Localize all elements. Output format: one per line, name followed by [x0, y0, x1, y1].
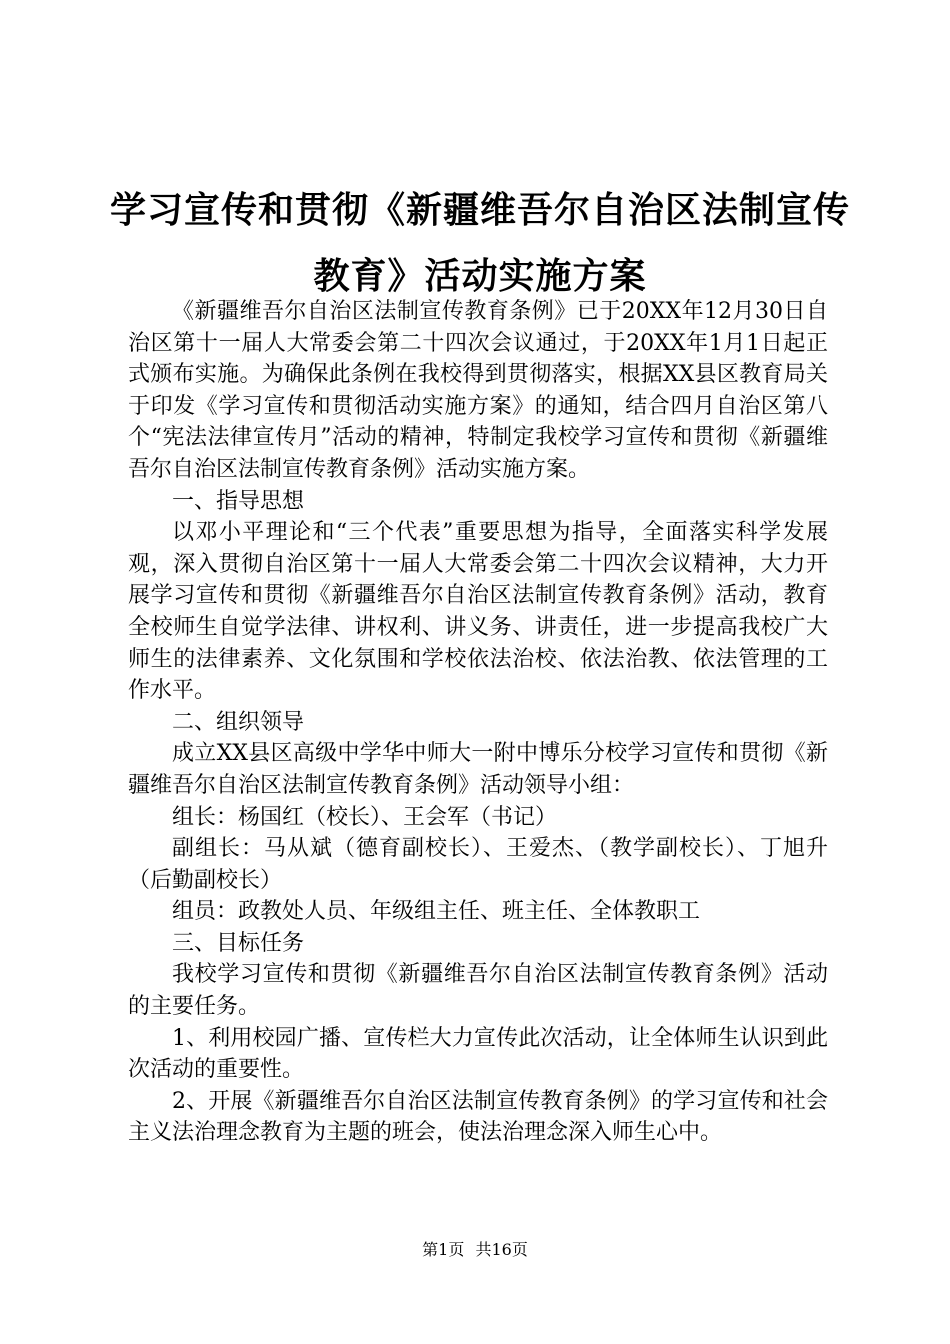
task-item-1: 1、利用校园广播、宣传栏大力宣传此次活动，让全体师生认识到此次活动的重要性。: [128, 1025, 828, 1083]
deputy-leader-line: 副组长：马从斌（德育副校长）、王爱杰、（教学副校长）、丁旭升（后勤副校长）: [128, 836, 828, 893]
team-leader-line: 组长：杨国红（校长）、王会军（书记）: [172, 804, 558, 830]
section-heading-goals: 三、目标任务: [172, 930, 305, 956]
page-footer: [0, 1240, 950, 1260]
organization-paragraph: 成立XX县区高级中学华中师大一附中博乐分校学习宣传和贯彻《新疆维吾尔自治区法制宣传教育条例》活动领导小组：: [128, 741, 828, 798]
title-line-1: 学习宣传和贯彻《新疆维吾尔自治区法制宣传: [110, 190, 851, 231]
document-body: [128, 296, 828, 1149]
guiding-thought-paragraph: 以邓小平理论和“三个代表”重要思想为指导，全面落实科学发展观，深入贯彻自治区第十一届人大常委会第二十四次会议精神，大力开展学习宣传和贯彻《新疆维吾尔自治区法制宣传教育条例》活动，教育全校师生自觉学法律、讲权利、讲义务、讲责任，进一步提高我校广大师生的法律素养、文化氛围和学校依法治校、依法治教、依法管理的工作水平。: [128, 520, 828, 704]
section-heading-guiding-thought: 一、指导思想: [172, 488, 305, 514]
intro-paragraph: 《新疆维吾尔自治区法制宣传教育条例》已于20XX年12月30日自治区第十一届人大常委会第二十四次会议通过，于20XX年1月1日起正式颁布实施。为确保此条例在我校得到贯彻落实，根据XX县区教育局关于印发《学习宣传和贯彻活动实施方案》的通知，结合四月自治区第八个“宪法法律宣传月”活动的精神，特制定我校学习宣传和贯彻《新疆维吾尔自治区法制宣传教育条例》活动实施方案。: [128, 299, 828, 482]
page-total: 共16页: [475, 1240, 528, 1259]
title-line-2: 教育》活动实施方案: [313, 256, 647, 297]
page-number: 第1页: [422, 1240, 465, 1259]
team-members-line: 组员：政教处人员、年级组主任、班主任、全体教职工: [172, 899, 701, 925]
section-heading-organization: 二、组织领导: [172, 709, 305, 735]
document-title: [110, 178, 850, 310]
goals-paragraph: 我校学习宣传和贯彻《新疆维吾尔自治区法制宣传教育条例》活动的主要任务。: [128, 962, 828, 1020]
task-item-2: 2、开展《新疆维吾尔自治区法制宣传教育条例》的学习宣传和社会主义法治理念教育为主题的班会，使法治理念深入师生心中。: [128, 1088, 828, 1146]
